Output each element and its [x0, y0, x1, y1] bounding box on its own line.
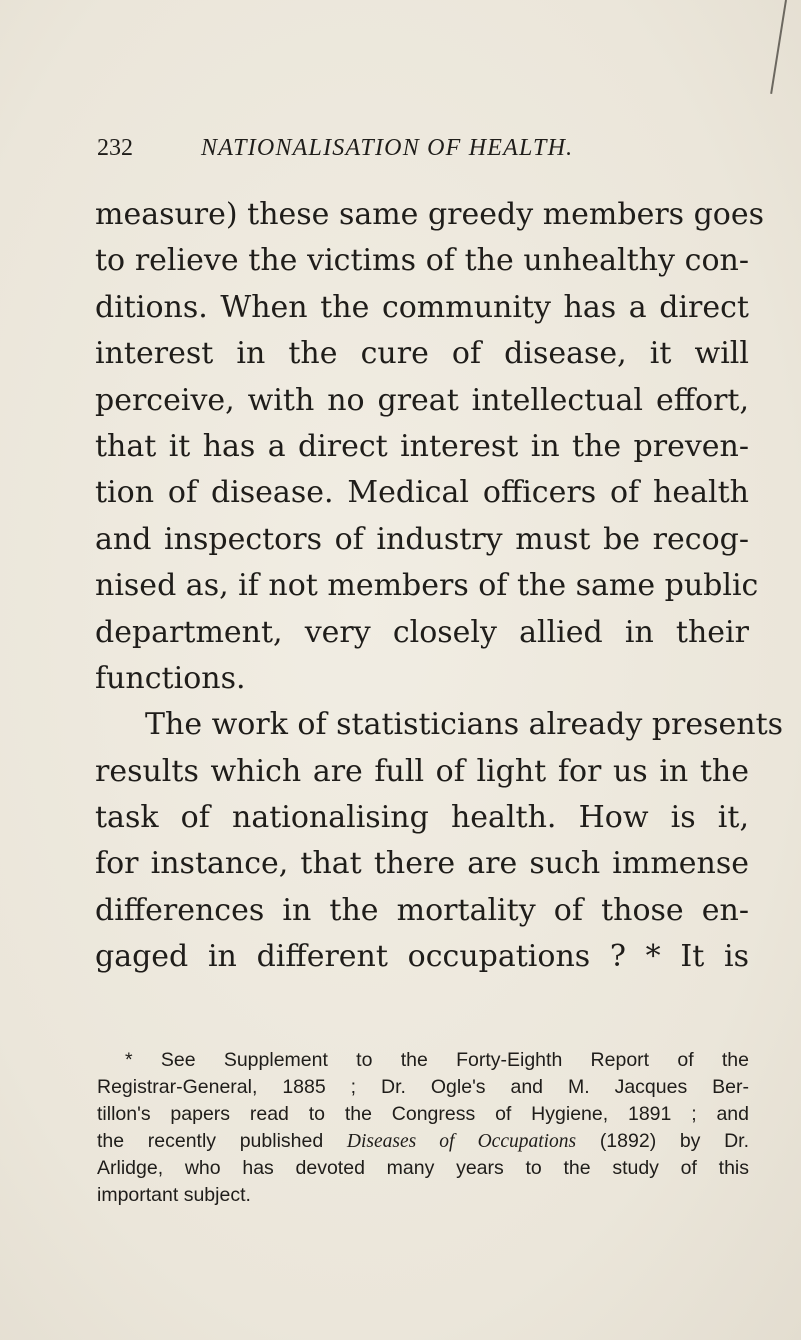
footnote — [97, 1047, 749, 1209]
footnote-line: tillon's papers read to the Congress of Hygiene, 1891 ; and — [97, 1103, 749, 1125]
text-line: perceive, with no great intellectual effort, — [95, 382, 749, 418]
text-line: The work of statisticians already presents — [145, 707, 784, 743]
text-line: functions. — [95, 660, 246, 696]
text-line: measure) these same greedy members goes — [95, 197, 765, 232]
page-edge-line — [770, 0, 787, 94]
text-line: department, very closely allied in their — [95, 614, 749, 650]
text-line: ditions. When the community has a direct — [95, 289, 749, 325]
page-number: 232 — [97, 135, 133, 161]
text-line: that it has a direct interest in the preven- — [95, 428, 749, 464]
text-line: for instance, that there are such immense — [95, 846, 749, 882]
text-line: tion of disease. Medical officers of health — [95, 475, 749, 511]
footnote-line: Arlidge, who has devoted many years to the study of this — [97, 1157, 749, 1179]
text-line: to relieve the victims of the unhealthy con- — [95, 243, 749, 279]
running-title: NATIONALISATION OF HEALTH. — [201, 135, 574, 161]
text-line: results which are full of light for us in the — [95, 753, 749, 789]
text-line: and inspectors of industry must be recog- — [95, 521, 749, 557]
footnote-line: Registrar-General, 1885 ; Dr. Ogle's and M. Jacques Ber- — [97, 1076, 749, 1098]
footnote-line: * See Supplement to the Forty-Eighth Report of the — [125, 1049, 749, 1071]
text-line: interest in the cure of disease, it will — [95, 336, 749, 372]
footnote-text: the recently published — [97, 1130, 347, 1152]
footnote-line: important subject. — [97, 1184, 251, 1206]
page-header — [97, 133, 747, 163]
cited-title: Diseases of Occupations — [346, 1131, 577, 1152]
text-line: nised as, if not members of the same public — [95, 568, 759, 604]
text-line: task of nationalising health. How is it, — [95, 800, 749, 836]
footnote-text: (1892) by Dr. — [576, 1130, 750, 1152]
body-text — [95, 192, 784, 981]
text-line: differences in the mortality of those en- — [95, 892, 749, 928]
footnote-line — [97, 1128, 749, 1155]
text-line: gaged in different occupations ? * It is — [95, 939, 749, 975]
